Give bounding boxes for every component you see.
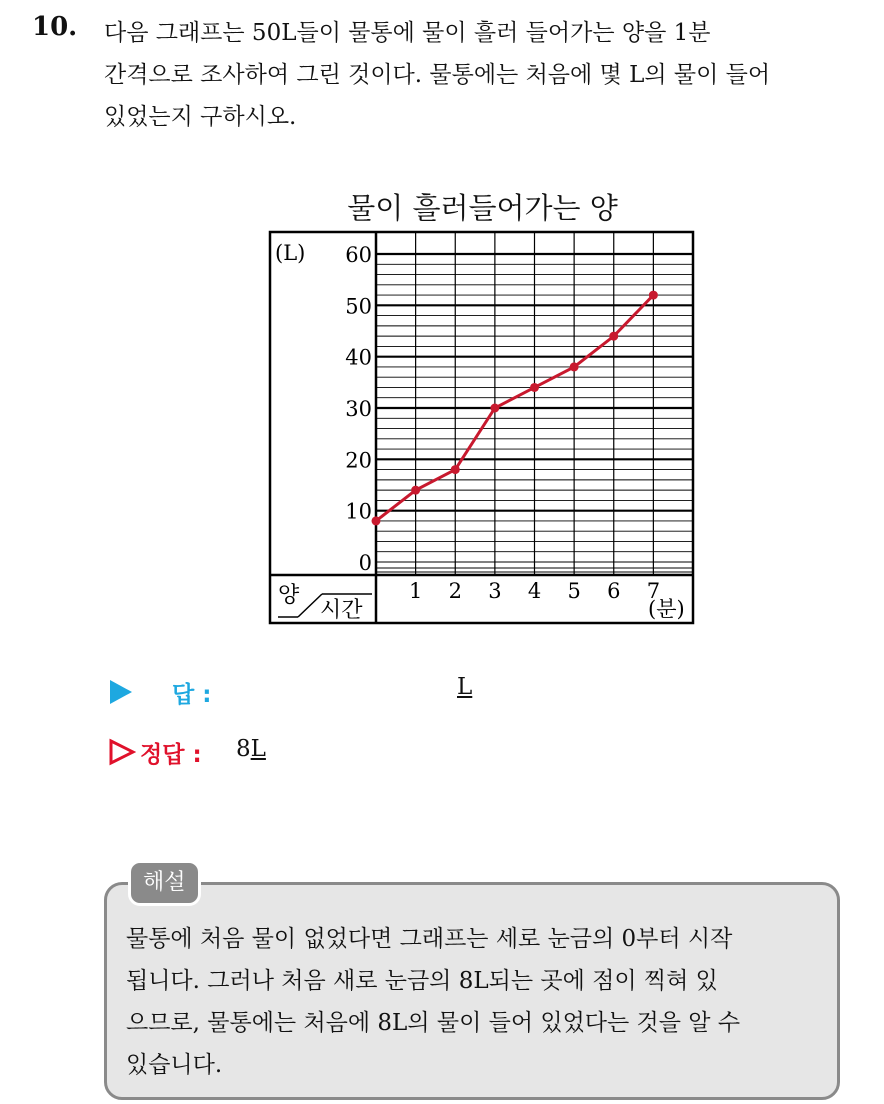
question-text-line-3: 있었는지 구하시오. <box>104 104 297 130</box>
explanation-line-2: 됩니다. 그러나 처음 새로 눈금의 8L되는 곳에 점이 찍혀 있 <box>126 968 718 994</box>
question-text-line-1: 다음 그래프는 50L들이 물통에 물이 흘러 들어가는 양을 1분 <box>104 20 711 46</box>
y-tick-label: 20 <box>345 448 372 473</box>
x-tick-labels <box>409 579 660 603</box>
line-chart <box>268 230 696 628</box>
data-point <box>609 332 618 341</box>
answer-marker-icon <box>110 680 132 704</box>
x-unit-label: (분) <box>648 597 685 621</box>
vertical-gridlines <box>416 232 654 575</box>
question-number: 10. <box>32 12 78 42</box>
y-tick-label: 60 <box>345 243 372 267</box>
y-tick-label: 30 <box>345 397 372 421</box>
data-point <box>649 291 658 300</box>
explanation-line-1: 물통에 처음 물이 없었다면 그래프는 세로 눈금의 0부터 시작 <box>126 926 733 952</box>
x-tick-label: 5 <box>567 579 581 603</box>
correct-answer-unit: L <box>250 736 266 762</box>
x-tick-label: 3 <box>488 579 502 603</box>
question-text-line-2: 간격으로 조사하여 그린 것이다. 물통에는 처음에 몇 L의 물이 들어 <box>104 62 771 88</box>
explanation-tag: 해설 <box>128 860 201 906</box>
answer-unit: L <box>457 674 473 700</box>
x-tick-label: 4 <box>527 579 542 603</box>
corner-diagonal <box>298 594 322 617</box>
y-tick-label: 0 <box>358 551 372 575</box>
explanation-line-4: 있습니다. <box>126 1052 223 1078</box>
corner-label-amount: 양 <box>278 583 300 608</box>
y-unit-label: (L) <box>275 241 306 265</box>
x-tick-label: 2 <box>448 579 462 603</box>
correct-answer <box>236 736 266 762</box>
data-point <box>451 465 460 474</box>
data-point <box>530 383 539 392</box>
y-tick-label: 10 <box>345 499 372 524</box>
correct-marker-icon <box>108 738 136 766</box>
x-tick-label: 6 <box>607 579 621 603</box>
x-tick-label: 1 <box>408 579 423 603</box>
correct-answer-label: 정답 : <box>140 742 202 768</box>
answer-label: 답 : <box>172 682 212 708</box>
chart-title: 물이 흘러들어가는 양 <box>347 191 618 225</box>
data-point <box>490 404 499 413</box>
y-tick-label: 40 <box>345 345 372 370</box>
data-point <box>570 362 579 371</box>
data-point <box>411 486 420 495</box>
y-tick-label: 50 <box>345 294 372 319</box>
correct-answer-value: 8 <box>236 736 251 762</box>
y-tick-labels <box>345 243 372 575</box>
x-tick-label: 7 <box>646 579 661 603</box>
data-point <box>372 516 381 525</box>
corner-label-time: 시간 <box>320 598 363 623</box>
explanation-line-3: 으므로, 물통에는 처음에 8L의 물이 들어 있었다는 것을 알 수 <box>126 1010 741 1036</box>
